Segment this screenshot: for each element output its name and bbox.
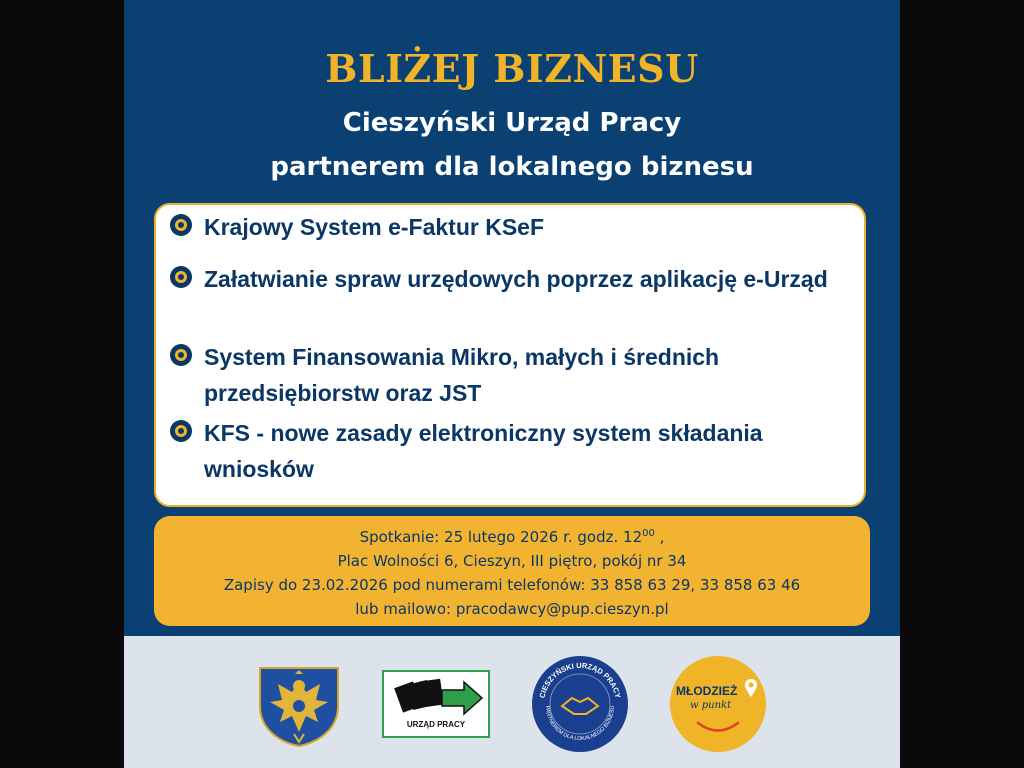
mlodziez-label: MŁODZIEŻ bbox=[676, 684, 738, 698]
logo-strip bbox=[124, 636, 900, 768]
mlodziez-w-punkt-logo bbox=[670, 656, 766, 752]
topic-item bbox=[170, 261, 860, 297]
topic-text: Załatwianie spraw urzędowych poprzez aplikację e-Urząd bbox=[204, 266, 828, 292]
topic-item bbox=[170, 415, 860, 487]
topics-box bbox=[154, 203, 866, 507]
badge-bottom-text: PARTNEREM DLA LOKALNEGO BIZNESU bbox=[543, 705, 617, 743]
meeting-date: Spotkanie: 25 lutego 2026 r. godz. $12^{00}$ , bbox=[359, 528, 665, 546]
poster-title: BLIŻEJ BIZNESU bbox=[325, 46, 699, 91]
bullet-icon bbox=[170, 344, 192, 366]
meeting-address: Plac Wolności 6, Cieszyn, III piętro, pokój nr 34 bbox=[337, 552, 687, 570]
registration-phones: Zapisy do 23.02.2026 pod numerami telefonów: 33 858 63 29, 33 858 63 46 bbox=[223, 576, 801, 594]
subtitle-line-2: partnerem dla lokalnego biznesu bbox=[270, 152, 754, 182]
badge-top-text: CIESZYŃSKI URZĄD PRACY bbox=[537, 660, 623, 699]
urzad-pracy-logo bbox=[382, 670, 490, 738]
bullet-icon bbox=[170, 266, 192, 288]
topic-text: System Finansowania Mikro, małych i średnich przedsiębiorstw oraz JST bbox=[204, 344, 720, 406]
partner-badge-logo bbox=[530, 654, 630, 754]
w-punkt-label: w punkt bbox=[690, 700, 732, 711]
meeting-minutes: 00 bbox=[642, 528, 655, 539]
bullet-icon bbox=[170, 214, 192, 236]
meeting-info-box bbox=[154, 516, 870, 626]
cieszyn-coat-of-arms-icon bbox=[256, 662, 342, 748]
documents-arrow-icon bbox=[384, 672, 488, 718]
urzad-pracy-label: URZĄD PRACY bbox=[406, 720, 466, 729]
topic-text: KFS - nowe zasady elektroniczny system składania wniosków bbox=[204, 420, 763, 482]
subtitle-line-1: Cieszyński Urząd Pracy bbox=[342, 108, 682, 138]
topic-item bbox=[170, 339, 860, 411]
topic-text: Krajowy System e-Faktur KSeF bbox=[204, 214, 545, 240]
registration-email: lub mailowo: pracodawcy@pup.cieszyn.pl bbox=[355, 600, 669, 618]
topic-item bbox=[170, 209, 860, 245]
bullet-icon bbox=[170, 420, 192, 442]
location-pin-icon bbox=[744, 678, 758, 698]
smile-icon bbox=[694, 720, 742, 736]
poster bbox=[124, 0, 900, 768]
